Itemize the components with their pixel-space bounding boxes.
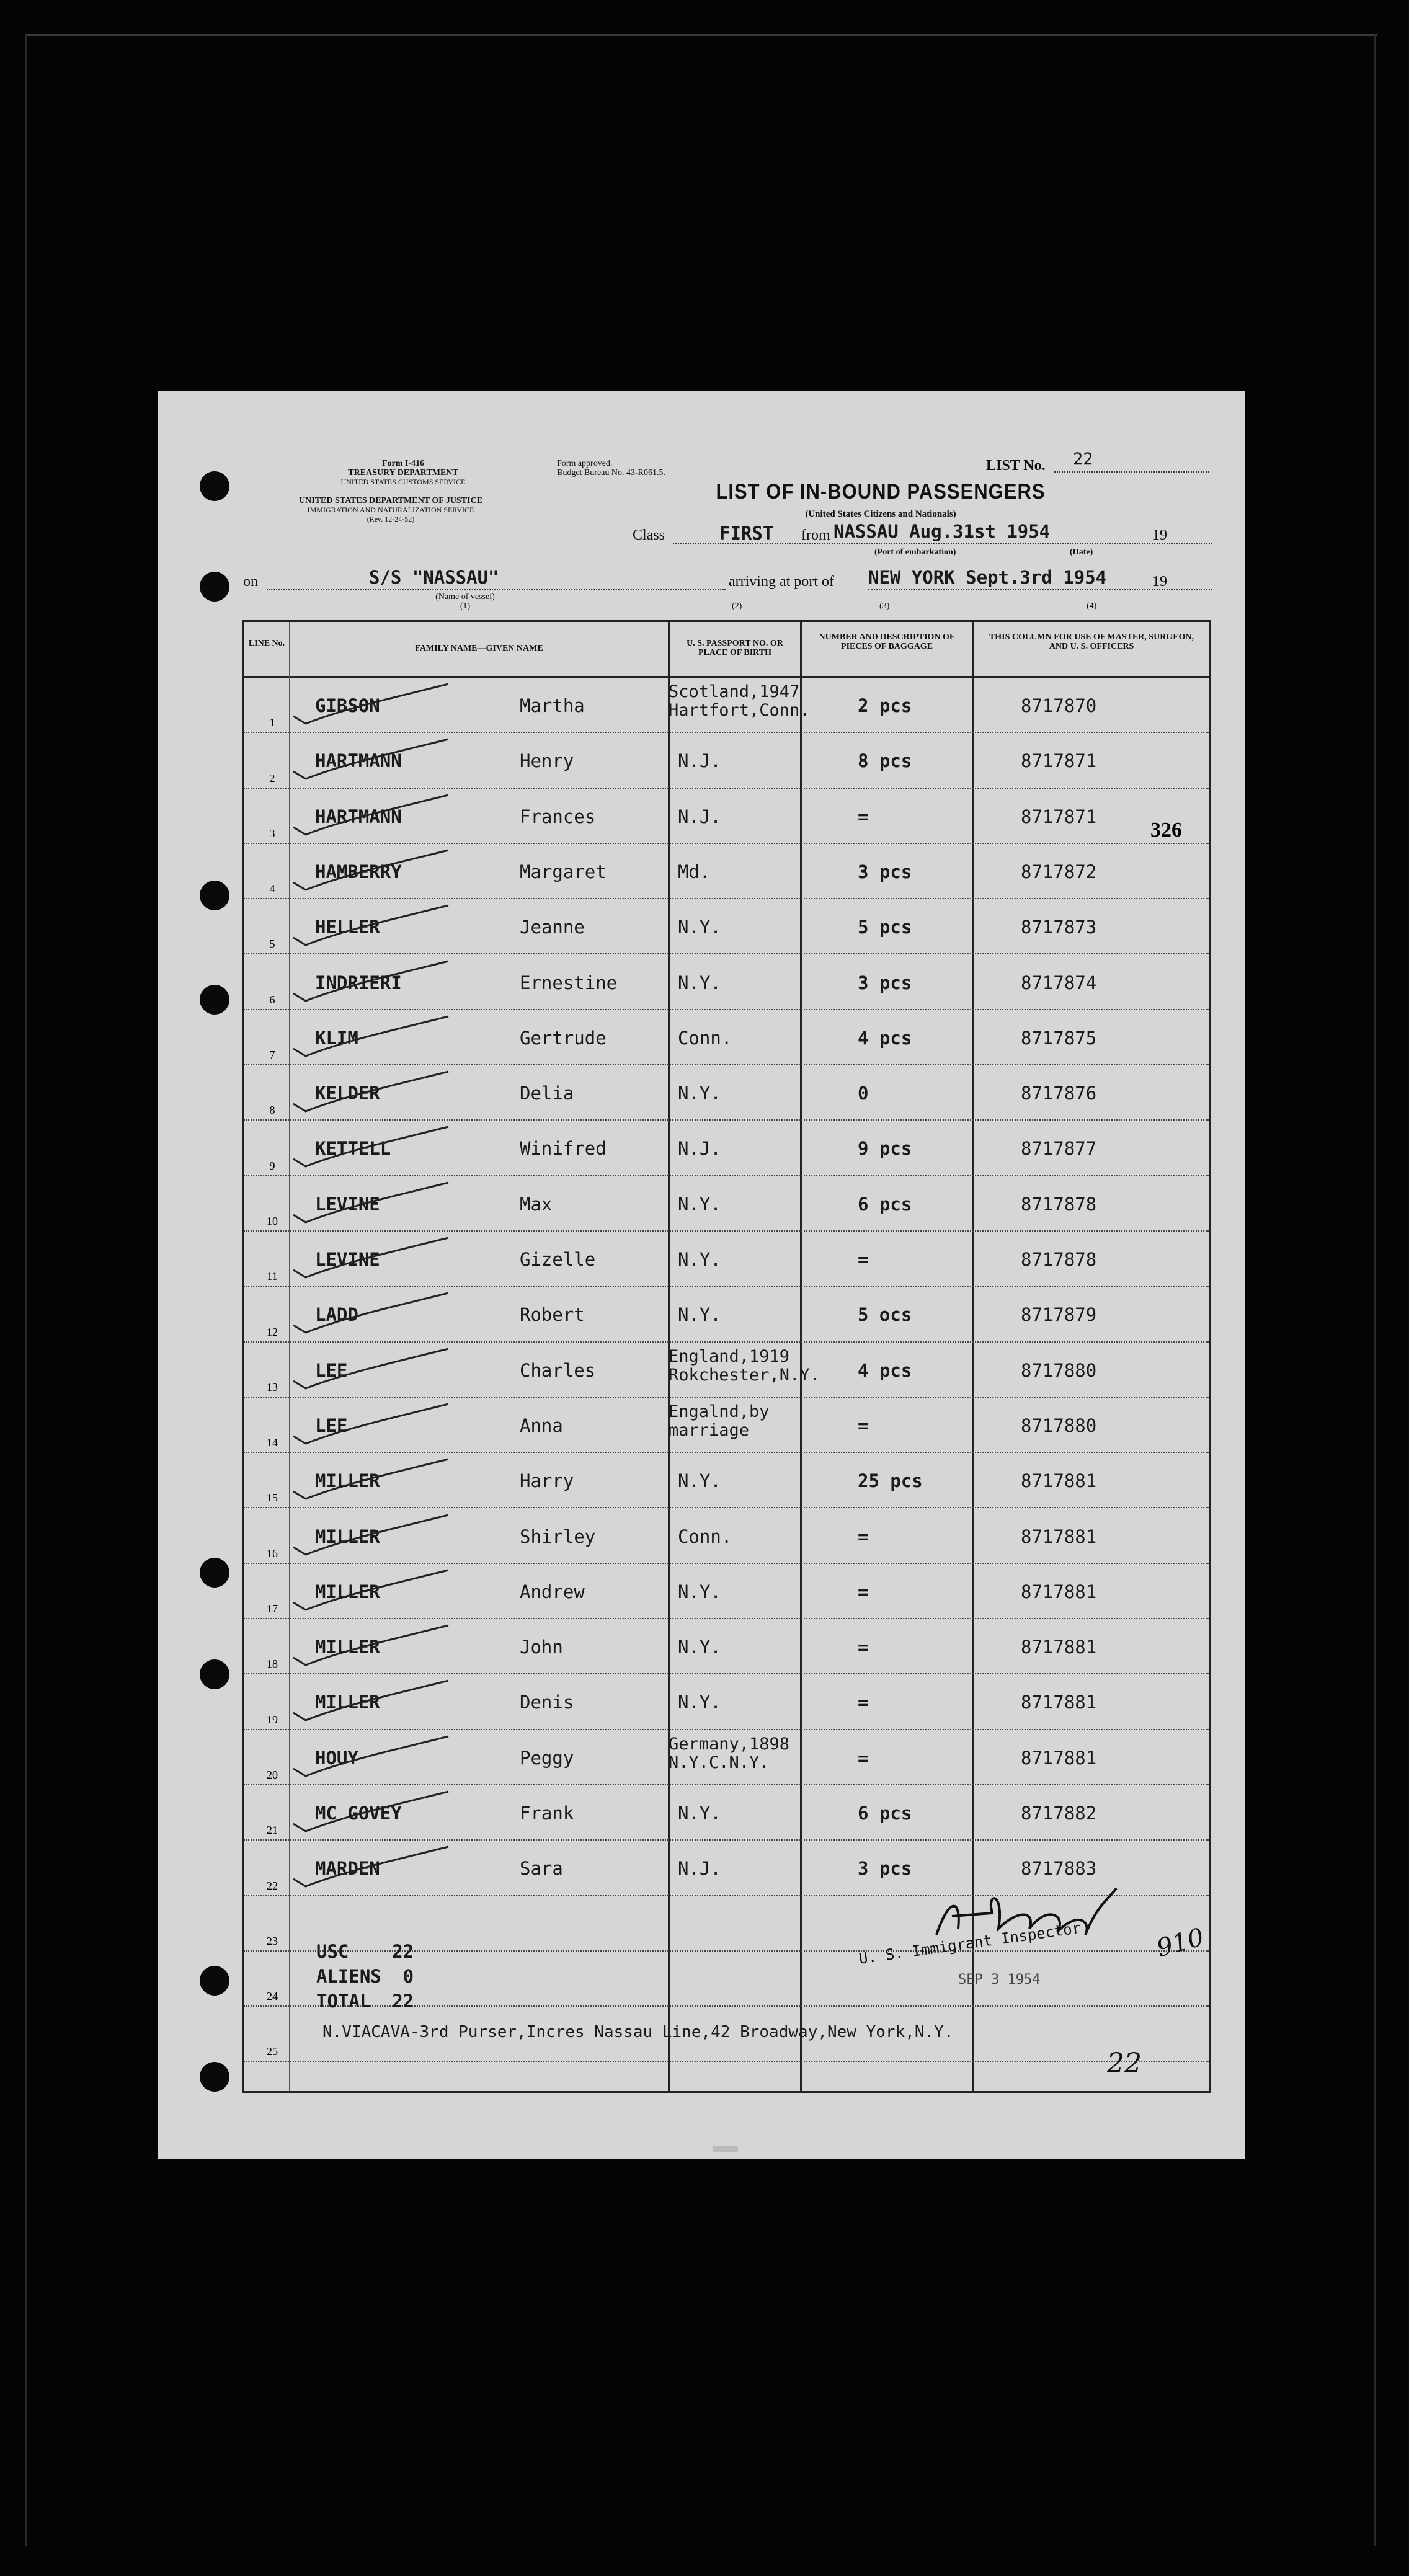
- place-of-birth: England,1919 Rokchester,N.Y.: [669, 1346, 820, 1385]
- line-number: 15: [267, 1491, 278, 1504]
- vessel-caption-num: (1): [460, 602, 471, 611]
- check-mark: [287, 1065, 473, 1115]
- place-of-birth: N.Y.: [678, 972, 721, 993]
- place-of-birth: N.Y.: [678, 1304, 721, 1326]
- officer-code: 8717876: [1021, 1083, 1097, 1104]
- officer-code: 8717871: [1021, 750, 1097, 772]
- baggage-count: =: [858, 1415, 869, 1436]
- line-number: 3: [269, 827, 275, 840]
- check-mark: [287, 955, 473, 1005]
- table-row: [244, 733, 1209, 788]
- line-number: 8: [269, 1104, 275, 1117]
- family-name: LEE: [315, 1359, 348, 1381]
- given-name: Robert: [520, 1304, 585, 1326]
- officer-code: 8717881: [1021, 1692, 1097, 1713]
- given-name: Gertrude: [520, 1027, 607, 1049]
- column-number-4: (4): [1087, 602, 1097, 611]
- place-of-birth: N.Y.: [678, 1249, 721, 1270]
- line-number: 17: [267, 1602, 278, 1615]
- family-name: KETTELL: [315, 1138, 391, 1160]
- row-rule: [244, 2061, 1209, 2062]
- family-name: LEVINE: [315, 1249, 380, 1270]
- check-mark: [287, 1398, 473, 1447]
- place-of-birth: N.J.: [678, 750, 721, 772]
- table-row: [244, 1065, 1209, 1121]
- officer-code: 8717881: [1021, 1526, 1097, 1547]
- given-name: Shirley: [520, 1526, 596, 1547]
- family-name: HAMBERRY: [315, 861, 402, 882]
- given-name: Andrew: [520, 1581, 585, 1602]
- check-mark: [287, 1176, 473, 1226]
- family-name: HARTMANN: [315, 750, 402, 772]
- check-mark: [287, 1509, 473, 1558]
- officer-code: 8717878: [1021, 1249, 1097, 1270]
- baggage-count: 4 pcs: [858, 1359, 912, 1381]
- page-subtitle: (United States Citizens and Nationals): [805, 509, 956, 519]
- inspector-signature: [924, 1885, 1135, 1953]
- baggage-count: =: [858, 1637, 869, 1658]
- header-name: FAMILY NAME—GIVEN NAME: [415, 644, 543, 653]
- punch-hole: [200, 2062, 229, 2092]
- given-name: Peggy: [520, 1747, 574, 1769]
- family-name: HELLER: [315, 917, 380, 938]
- column-number-2: (2): [732, 602, 742, 611]
- table-row: [244, 1453, 1209, 1508]
- date-caption: (Date): [1070, 548, 1093, 557]
- column-number-3: (3): [879, 602, 890, 611]
- place-of-birth: N.Y.: [678, 1470, 721, 1492]
- check-mark: [287, 844, 473, 894]
- table-row: [244, 899, 1209, 954]
- given-name: Harry: [520, 1470, 574, 1492]
- film-edge-top: [25, 34, 1377, 36]
- place-of-birth: Engalnd,by marriage: [669, 1401, 770, 1440]
- baggage-count: 3 pcs: [858, 861, 912, 882]
- list-no-label: LIST No.: [986, 458, 1046, 474]
- baggage-count: 25 pcs: [858, 1470, 923, 1492]
- check-mark: [287, 1121, 473, 1170]
- baggage-count: 5 pcs: [858, 917, 912, 938]
- list-no-line: [1054, 471, 1209, 473]
- baggage-count: =: [858, 1249, 869, 1270]
- given-name: Margaret: [520, 861, 607, 882]
- from-label: from: [801, 527, 830, 543]
- table-row: [244, 1176, 1209, 1232]
- place-of-birth: N.Y.: [678, 1083, 721, 1104]
- line-number: 25: [267, 2045, 278, 2058]
- family-name: MILLER: [315, 1581, 380, 1602]
- year-label-2: 19: [1152, 574, 1167, 590]
- baggage-count: =: [858, 1747, 869, 1769]
- line-number: 10: [267, 1214, 278, 1227]
- place-of-birth: N.J.: [678, 1138, 721, 1160]
- table-row: [244, 1398, 1209, 1453]
- place-of-birth: Conn.: [678, 1526, 732, 1547]
- family-name: MILLER: [315, 1692, 380, 1713]
- table-row: [244, 1785, 1209, 1841]
- given-name: Max: [520, 1193, 553, 1215]
- handwritten-910: 910: [1153, 1922, 1207, 1963]
- summary-usc: USC 22: [316, 1941, 414, 1962]
- given-name: Henry: [520, 750, 574, 772]
- punch-hole: [200, 572, 229, 602]
- baggage-count: 9 pcs: [858, 1138, 912, 1160]
- table-row: [244, 1010, 1209, 1065]
- from-value: NASSAU Aug.31st 1954: [833, 521, 1051, 542]
- arrival-value: NEW YORK Sept.3rd 1954: [868, 567, 1107, 588]
- line-number: 22: [267, 1879, 278, 1892]
- baggage-count: =: [858, 1526, 869, 1547]
- family-name: LEVINE: [315, 1193, 380, 1215]
- officer-code: 8717879: [1021, 1304, 1097, 1326]
- given-name: Sara: [520, 1858, 563, 1880]
- baggage-count: 5 ocs: [858, 1304, 912, 1326]
- place-of-birth: N.J.: [678, 1858, 721, 1880]
- table-row: [244, 1232, 1209, 1287]
- line-number: 2: [269, 771, 275, 784]
- family-name: MILLER: [315, 1470, 380, 1492]
- year-label: 19: [1152, 527, 1167, 543]
- stamp-date: SEP 3 1954: [958, 1972, 1041, 1988]
- baggage-count: =: [858, 1692, 869, 1713]
- line-number: 24: [267, 1990, 278, 2003]
- given-name: John: [520, 1637, 563, 1658]
- form-number: Form I-416: [381, 459, 425, 468]
- check-mark: [287, 1841, 473, 1890]
- family-name: INDRIERI: [315, 972, 402, 993]
- check-mark: [287, 1619, 473, 1669]
- vessel-name: S/S "NASSAU": [369, 567, 499, 588]
- treasury-department: TREASURY DEPARTMENT: [348, 468, 458, 477]
- table-row: [244, 1287, 1209, 1342]
- film-edge-left: [25, 34, 27, 2546]
- check-mark: [287, 678, 473, 727]
- family-name: LEE: [315, 1415, 348, 1436]
- family-name: MILLER: [315, 1526, 380, 1547]
- officer-code: 8717871: [1021, 806, 1097, 827]
- line-number: 11: [267, 1270, 278, 1283]
- header-passport: U. S. PASSPORT NO. OR PLACE OF BIRTH: [687, 639, 783, 657]
- family-name: MILLER: [315, 1637, 380, 1658]
- table-row: [244, 844, 1209, 899]
- family-name: MC GOVEY: [315, 1803, 402, 1824]
- place-of-birth: N.Y.: [678, 1692, 721, 1713]
- table-row: [244, 1674, 1209, 1730]
- place-of-birth: N.Y.: [678, 1637, 721, 1658]
- table-row: [244, 789, 1209, 844]
- baggage-count: 8 pcs: [858, 750, 912, 772]
- place-of-birth: N.Y.: [678, 917, 721, 938]
- place-of-birth: N.Y.: [678, 1193, 721, 1215]
- place-of-birth: N.Y.: [678, 1803, 721, 1824]
- summary-aliens: ALIENS 0: [316, 1966, 414, 1987]
- port-embark-caption: (Port of embarkation): [874, 548, 956, 557]
- check-mark: [287, 733, 473, 783]
- header-officers: THIS COLUMN FOR USE OF MASTER, SURGEON, AND U. S. OFFICERS: [989, 633, 1194, 651]
- check-mark: [287, 1287, 473, 1336]
- baggage-count: 6 pcs: [858, 1193, 912, 1215]
- given-name: Gizelle: [520, 1249, 596, 1270]
- table-row: [244, 1343, 1209, 1398]
- on-label: on: [243, 574, 258, 590]
- family-name: GIBSON: [315, 695, 380, 716]
- officer-code: 8717882: [1021, 1803, 1097, 1824]
- vessel-caption: (Name of vessel): [435, 592, 495, 602]
- film-edge-right: [1374, 34, 1376, 2546]
- family-name: KLIM: [315, 1027, 358, 1049]
- check-mark: [287, 1730, 473, 1780]
- check-mark: [287, 1010, 473, 1060]
- family-name: HOUY: [315, 1747, 358, 1769]
- given-name: Anna: [520, 1415, 563, 1436]
- check-mark: [287, 1453, 473, 1503]
- page-title: LIST OF IN-BOUND PASSENGERS: [716, 479, 1046, 504]
- vessel-line: [267, 589, 726, 590]
- table-row: [244, 1121, 1209, 1176]
- officer-code: 8717877: [1021, 1138, 1097, 1160]
- place-of-birth: N.Y.: [678, 1581, 721, 1602]
- place-of-birth: Scotland,1947 Hartfort,Conn.: [669, 682, 810, 720]
- purser-line: N.VIACAVA-3rd Purser,Incres Nassau Line,42 Broadway,New York,N.Y.: [322, 2023, 954, 2041]
- budget-bureau: Budget Bureau No. 43-R061.5.: [557, 468, 665, 477]
- family-name: MARDEN: [315, 1858, 380, 1880]
- line-number: 21: [267, 1824, 278, 1837]
- header-line-no: LINE No.: [248, 639, 285, 648]
- summary-total: TOTAL 22: [316, 1991, 414, 2012]
- inspector-stamp: U. S. Immigrant Inspector: [858, 1919, 1082, 1968]
- officer-code: 8717872: [1021, 861, 1097, 882]
- line-number: 1: [269, 716, 275, 729]
- line-number: 16: [267, 1547, 278, 1560]
- officer-code: 8717880: [1021, 1359, 1097, 1381]
- given-name: Frank: [520, 1803, 574, 1824]
- given-name: Ernestine: [520, 972, 618, 993]
- place-of-birth: N.J.: [678, 806, 721, 827]
- line-number: 6: [269, 993, 275, 1006]
- punch-hole: [200, 471, 229, 501]
- customs-service: UNITED STATES CUSTOMS SERVICE: [340, 477, 466, 486]
- officer-code: 8717881: [1021, 1581, 1097, 1602]
- line-number: 14: [267, 1436, 278, 1449]
- given-name: Delia: [520, 1083, 574, 1104]
- officer-code: 8717870: [1021, 695, 1097, 716]
- check-mark: [287, 899, 473, 949]
- check-mark: [287, 1343, 473, 1392]
- arriving-label: arriving at port of: [729, 574, 834, 590]
- class-value: FIRST: [719, 523, 774, 544]
- baggage-count: 3 pcs: [858, 972, 912, 993]
- place-of-birth: Md.: [678, 861, 711, 882]
- ins-service: IMMIGRATION AND NATURALIZATION SERVICE: [307, 505, 474, 514]
- given-name: Denis: [520, 1692, 574, 1713]
- line-number: 9: [269, 1159, 275, 1172]
- officer-code: 8717875: [1021, 1027, 1097, 1049]
- baggage-count: 0: [858, 1083, 869, 1104]
- department-of-justice: UNITED STATES DEPARTMENT OF JUSTICE: [299, 496, 482, 505]
- check-mark: [287, 789, 473, 838]
- officer-code: 8717878: [1021, 1193, 1097, 1215]
- officer-code: 8717881: [1021, 1747, 1097, 1769]
- punch-hole: [200, 1659, 229, 1689]
- family-name: LADD: [315, 1304, 358, 1326]
- margin-number: 326: [1150, 819, 1182, 842]
- given-name: Charles: [520, 1359, 596, 1381]
- officer-code: 8717873: [1021, 917, 1097, 938]
- line-number: 7: [269, 1049, 275, 1062]
- table-row: [244, 1730, 1209, 1785]
- form-revision: (Rev. 12-24-52): [367, 515, 415, 523]
- line-number: 19: [267, 1713, 278, 1726]
- punch-hole: [200, 1966, 229, 1996]
- place-of-birth: Germany,1898 N.Y.C.N.Y.: [669, 1734, 790, 1772]
- baggage-count: 2 pcs: [858, 695, 912, 716]
- class-label: Class: [633, 527, 665, 543]
- check-mark: [287, 1564, 473, 1614]
- given-name: Frances: [520, 806, 596, 827]
- officer-code: 8717874: [1021, 972, 1097, 993]
- baggage-count: 6 pcs: [858, 1803, 912, 1824]
- officer-code: 8717880: [1021, 1415, 1097, 1436]
- officer-code: 8717881: [1021, 1637, 1097, 1658]
- given-name: Winifred: [520, 1138, 607, 1160]
- table-row: [244, 678, 1209, 733]
- family-name: HARTMANN: [315, 806, 402, 827]
- baggage-count: 4 pcs: [858, 1027, 912, 1049]
- place-of-birth: Conn.: [678, 1027, 732, 1049]
- officer-code: 8717881: [1021, 1470, 1097, 1492]
- check-mark: [287, 1674, 473, 1724]
- header-baggage: NUMBER AND DESCRIPTION OF PIECES OF BAGGAGE: [819, 633, 955, 651]
- line-number: 13: [267, 1380, 278, 1393]
- baggage-count: =: [858, 1581, 869, 1602]
- list-no-value: 22: [1073, 450, 1093, 469]
- line-number: 12: [267, 1325, 278, 1338]
- handwritten-22: 22: [1107, 2048, 1142, 2079]
- paper-tear: [713, 2146, 738, 2152]
- baggage-count: =: [858, 806, 869, 827]
- punch-hole: [200, 985, 229, 1015]
- line-number: 4: [269, 882, 275, 895]
- check-mark: [287, 1232, 473, 1281]
- family-name: KELDER: [315, 1083, 380, 1104]
- line-number: 5: [269, 938, 275, 951]
- table-row: [244, 1619, 1209, 1674]
- table-row: [244, 1564, 1209, 1619]
- check-mark: [287, 1785, 473, 1835]
- line-number: 18: [267, 1658, 278, 1671]
- punch-hole: [200, 1558, 229, 1588]
- given-name: Jeanne: [520, 917, 585, 938]
- given-name: Martha: [520, 695, 585, 716]
- baggage-count: 3 pcs: [858, 1858, 912, 1880]
- line-number: 20: [267, 1768, 278, 1781]
- form-approved: Form approved.: [557, 459, 613, 468]
- punch-hole: [200, 881, 229, 910]
- table-row: [244, 1509, 1209, 1564]
- table-row: [244, 955, 1209, 1010]
- line-number: 23: [267, 1934, 278, 1947]
- officer-code: 8717883: [1021, 1858, 1097, 1880]
